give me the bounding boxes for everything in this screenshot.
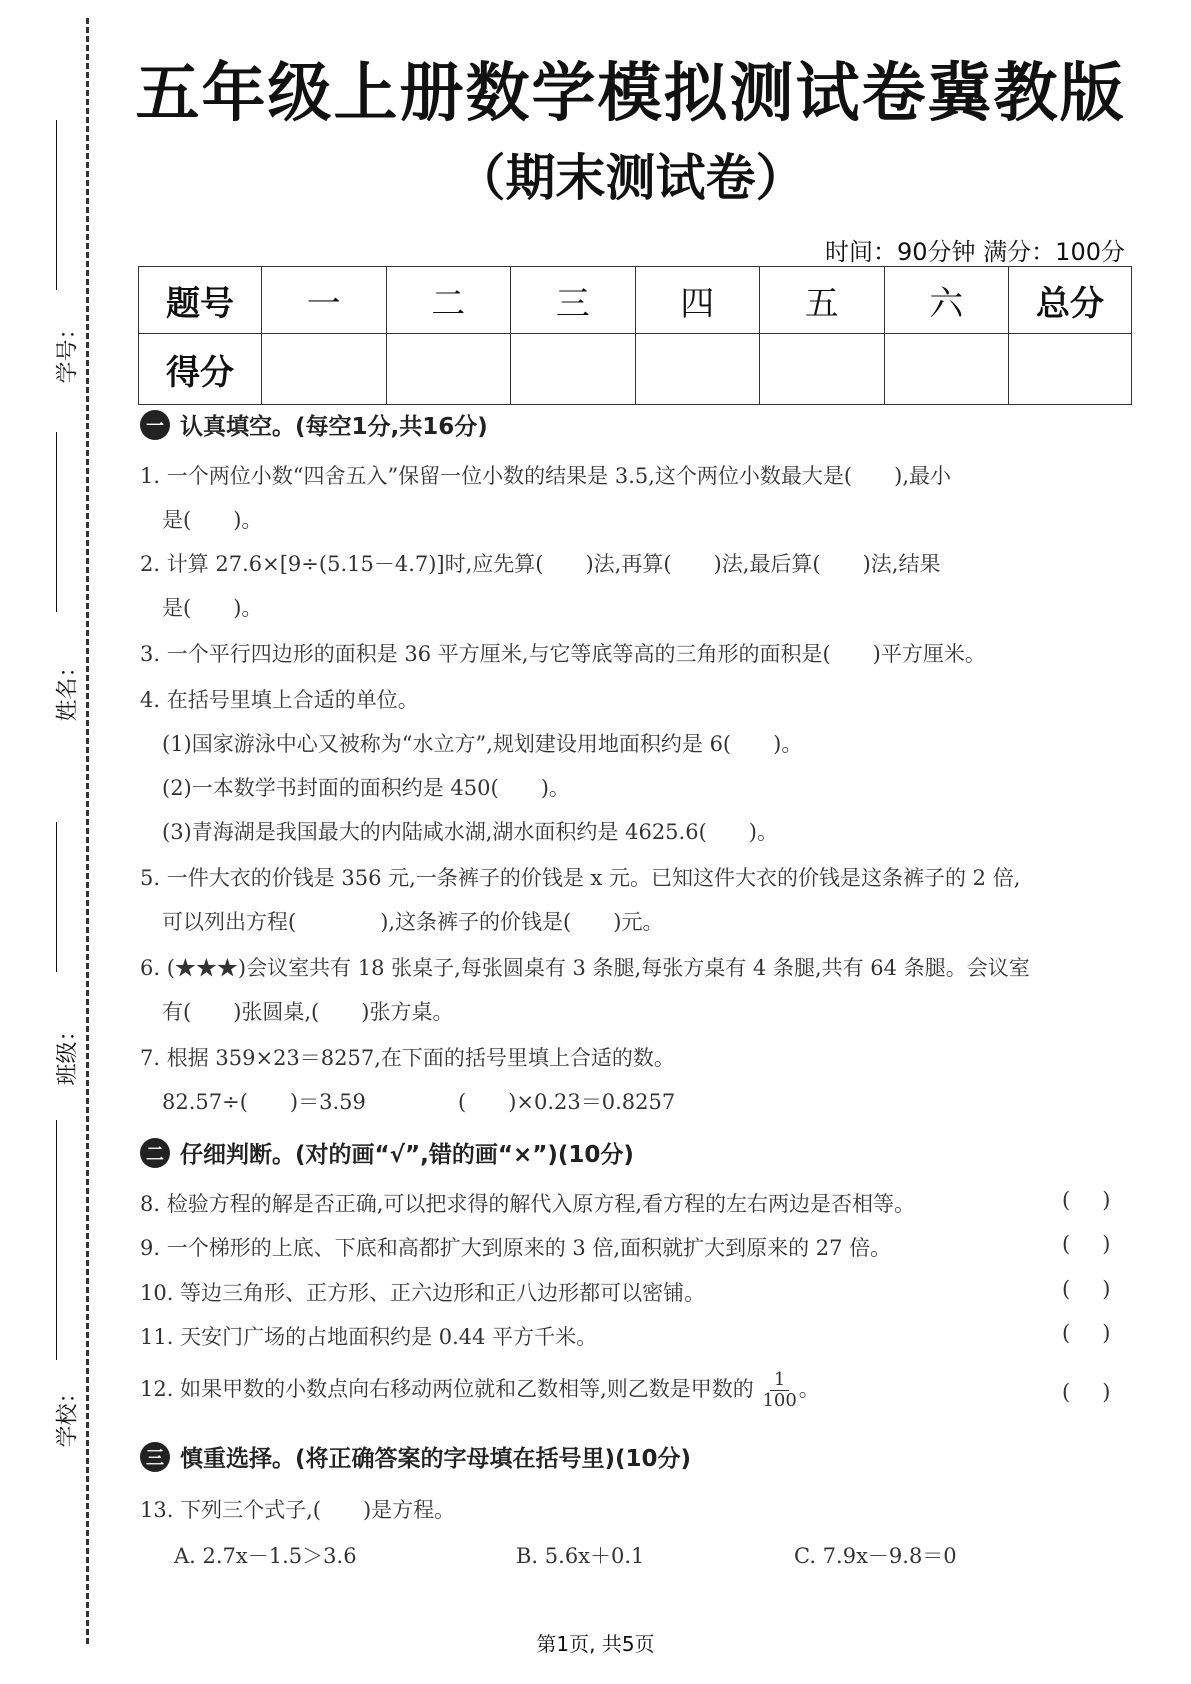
question-6-line-2: 有( )张圆桌,( )张方桌。 [162,1000,454,1024]
question-9: 9. 一个梯形的上底、下底和高都扩大到原来的 3 倍,面积就扩大到原来的 27 倍。 [140,1236,892,1260]
class-line [56,822,57,972]
question-2-line-1: 2. 计算 27.6×[9÷(5.15－4.7)]时,应先算( )法,再算( )法,最后算( )法,结果 [140,552,941,576]
question-12 [140,1370,820,1411]
option-a[interactable]: A. 2.7x－1.5＞3.6 [174,1544,357,1568]
score-input-6[interactable] [884,334,1009,405]
question-10: 10. 等边三角形、正方形、正六边形和正八边形都可以密铺。 [140,1281,706,1305]
score-input-3[interactable] [511,334,636,405]
answer-blank-11[interactable]: () [1062,1321,1143,1345]
question-4: 4. 在括号里填上合适的单位。 [140,688,419,712]
answer-blank-9[interactable]: () [1062,1232,1143,1256]
section-title: 仔细判断。(对的画“√”,错的画“×”)(10分) [180,1142,634,1168]
section-title: 认真填空。(每空1分,共16分) [180,414,488,440]
score-input-4[interactable] [635,334,760,405]
binding-dashed-line [86,18,89,1644]
name-line [56,432,57,612]
fraction-denominator: 100 [762,1390,797,1411]
exam-meta: 时间：90分钟 满分：100分 [825,238,1125,266]
answer-blank-10[interactable]: () [1062,1277,1143,1301]
question-1-line-2: 是( )。 [162,508,263,532]
cell-section-6: 六 [884,267,1009,334]
school-line [56,1120,57,1360]
question-3: 3. 一个平行四边形的面积是 36 平方厘米,与它等底等高的三角形的面积是( )平方厘米。 [140,642,986,666]
cell-section-1: 一 [262,267,387,334]
question-13: 13. 下列三个式子,( )是方程。 [140,1498,456,1522]
student-id-line [56,120,57,290]
question-4-2: (2)一本数学书封面的面积约是 450( )。 [162,776,570,800]
class-label: 班级： [55,1019,81,1086]
score-input-2[interactable] [386,334,511,405]
page-title: 五年级上册数学模拟测试卷冀教版 [135,57,1126,131]
score-table-header-row [139,267,1132,334]
section-2-heading [140,1136,634,1169]
section-number-icon: 一 [140,410,170,440]
question-4-3: (3)青海湖是我国最大的内陆咸水湖,湖水面积约是 4625.6( )。 [162,820,778,844]
question-11: 11. 天安门广场的占地面积约是 0.44 平方千米。 [140,1325,598,1349]
name-label: 姓名： [55,655,81,722]
question-1-line-1: 1. 一个两位小数“四舍五入”保留一位小数的结果是 3.5,这个两位小数最大是( ),最小 [140,464,951,488]
fraction-numerator: 1 [770,1370,789,1391]
score-table-score-row [139,334,1132,405]
student-id-label: 学号： [55,317,81,384]
score-input-5[interactable] [760,334,885,405]
page-subtitle: （期末测试卷） [455,149,806,207]
section-number-icon: 二 [140,1138,170,1168]
question-7-1: 82.57÷( )＝3.59 [162,1090,366,1114]
section-1-heading [140,408,488,441]
question-2-line-2: 是( )。 [162,596,263,620]
option-b[interactable]: B. 5.6x＋0.1 [516,1544,645,1568]
fraction-one-hundredth [762,1370,796,1411]
option-c[interactable]: C. 7.9x－9.8＝0 [794,1544,957,1568]
section-3-heading [140,1440,691,1473]
section-title: 慎重选择。(将正确答案的字母填在括号里)(10分) [180,1446,692,1472]
cell-section-3: 三 [511,267,636,334]
score-table [138,266,1132,405]
score-input-1[interactable] [262,334,387,405]
score-input-total[interactable] [1009,334,1132,405]
question-12-end: 。 [798,1377,820,1401]
answer-blank-12[interactable]: () [1062,1380,1143,1404]
question-6-line-1: 6. (★★★)会议室共有 18 张桌子,每张圆桌有 3 条腿,每张方桌有 4 条腿,共有 64 条腿。会议室 [140,956,1030,980]
cell-section-5: 五 [760,267,885,334]
question-5-line-1: 5. 一件大衣的价钱是 356 元,一条裤子的价钱是 x 元。已知这件大衣的价钱是这条裤子的 2 倍, [140,866,1021,890]
cell-total: 总分 [1009,267,1132,334]
question-7-2: ( )×0.23＝0.8257 [458,1090,676,1114]
cell-question-number: 题号 [139,267,262,334]
question-8: 8. 检验方程的解是否正确,可以把求得的解代入原方程,看方程的左右两边是否相等。 [140,1192,916,1216]
section-number-icon: 三 [140,1442,170,1472]
cell-section-4: 四 [635,267,760,334]
question-4-1: (1)国家游泳中心又被称为“水立方”,规划建设用地面积约是 6( )。 [162,732,803,756]
question-7: 7. 根据 359×23＝8257,在下面的括号里填上合适的数。 [140,1046,675,1070]
cell-section-2: 二 [386,267,511,334]
question-5-line-2: 可以列出方程( ),这条裤子的价钱是( )元。 [162,910,664,934]
cell-score-label: 得分 [139,334,262,405]
page-indicator: 第1页, 共5页 [536,1632,655,1656]
school-label: 学校： [55,1381,81,1448]
answer-blank-8[interactable]: () [1062,1188,1143,1212]
question-12-text: 12. 如果甲数的小数点向右移动两位就和乙数相等,则乙数是甲数的 [140,1377,754,1401]
